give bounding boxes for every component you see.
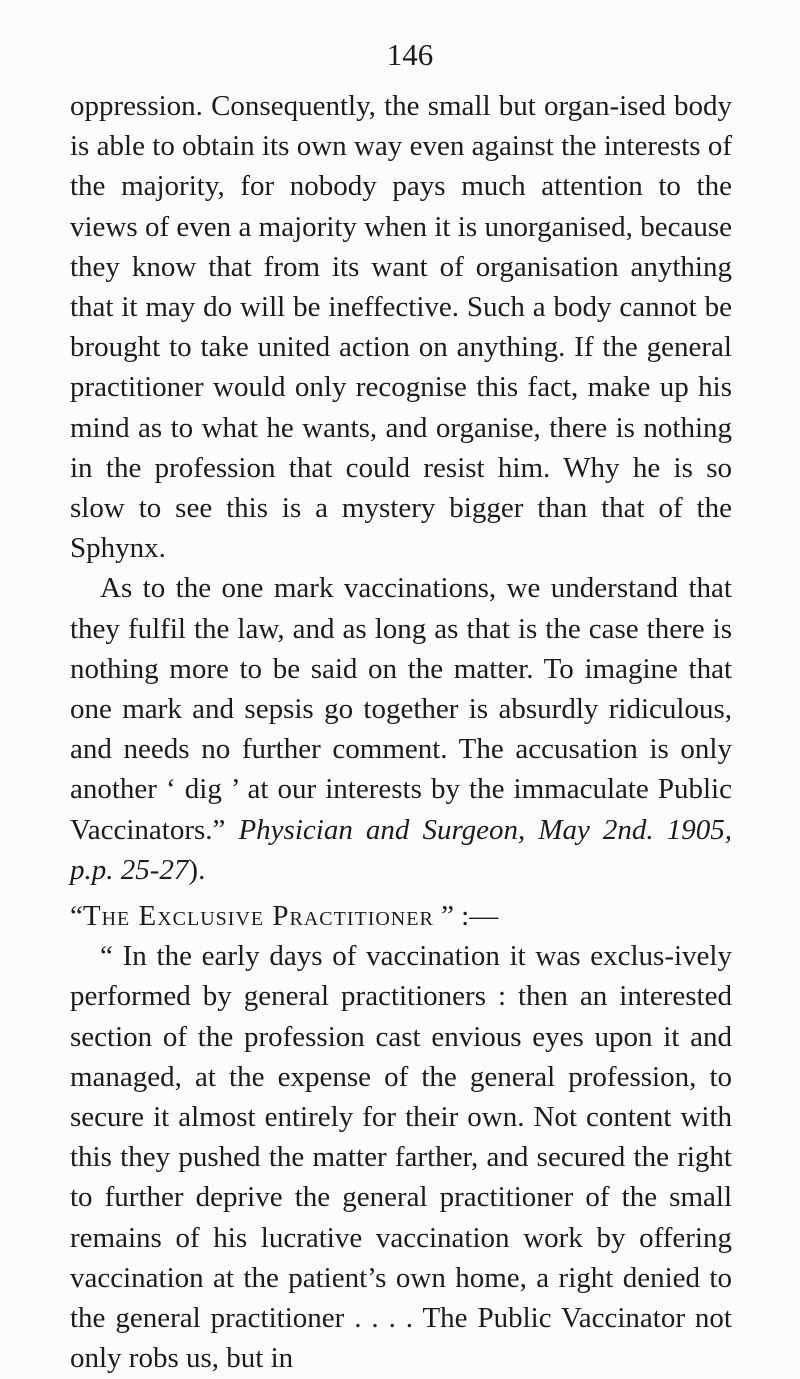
- book-page: [70, 36, 732, 1379]
- page-number: 146: [386, 37, 434, 72]
- citation: Physician and Surgeon, May 2nd. 1905, p.p. 25-27: [70, 813, 732, 886]
- paragraph-3: “ In the early days of vaccination it was exclus-ively performed by general practitioners : then an interested section of the profession cast envious eyes upon it and managed, at the expense of the general profession, to secure it almost entirely for their own. Not content with this they pushed the matter farther, and secured the right to further deprive the general practitioner of the small remains of his lucrative vaccination work by offering vaccination at the patient’s own home, a right denied to the general practitioner . . . . The Public Vaccinator not only robs us, but in: [70, 940, 732, 1375]
- section-heading: [70, 896, 732, 936]
- paragraph-2-text: As to the one mark vaccinations, we understand that they fulfil the law, and as long as that is the case there is nothing more to be said on the matter. To imagine that one mark and sepsis go together is absurdly ridiculous, and needs no further comment. The accusation is only another ‘ dig ’ at our interests by the immaculate Public Vaccinators.”: [70, 572, 732, 846]
- heading-open-quote: “: [70, 900, 83, 933]
- paragraph-2: [70, 568, 732, 890]
- paragraph-1: oppression. Consequently, the small but organ-ised body is able to obtain its own way even against the interests of the majority, for nobody pays much attention to the views of even a majority when it is unorganised, because they know that from its want of organisation anything that it may do will be ineffective. Such a body cannot be brought to take united action on anything. If the general practitioner would only recognise this fact, make up his mind as to what he wants, and organise, there is nothing in the profession that could resist him. Why he is so slow to see this is a mystery bigger than that of the Sphynx.: [70, 90, 732, 565]
- heading-title: The Exclusive Practitioner: [82, 900, 434, 933]
- heading-close: ” :—: [433, 900, 499, 933]
- citation-end: ).: [188, 853, 206, 886]
